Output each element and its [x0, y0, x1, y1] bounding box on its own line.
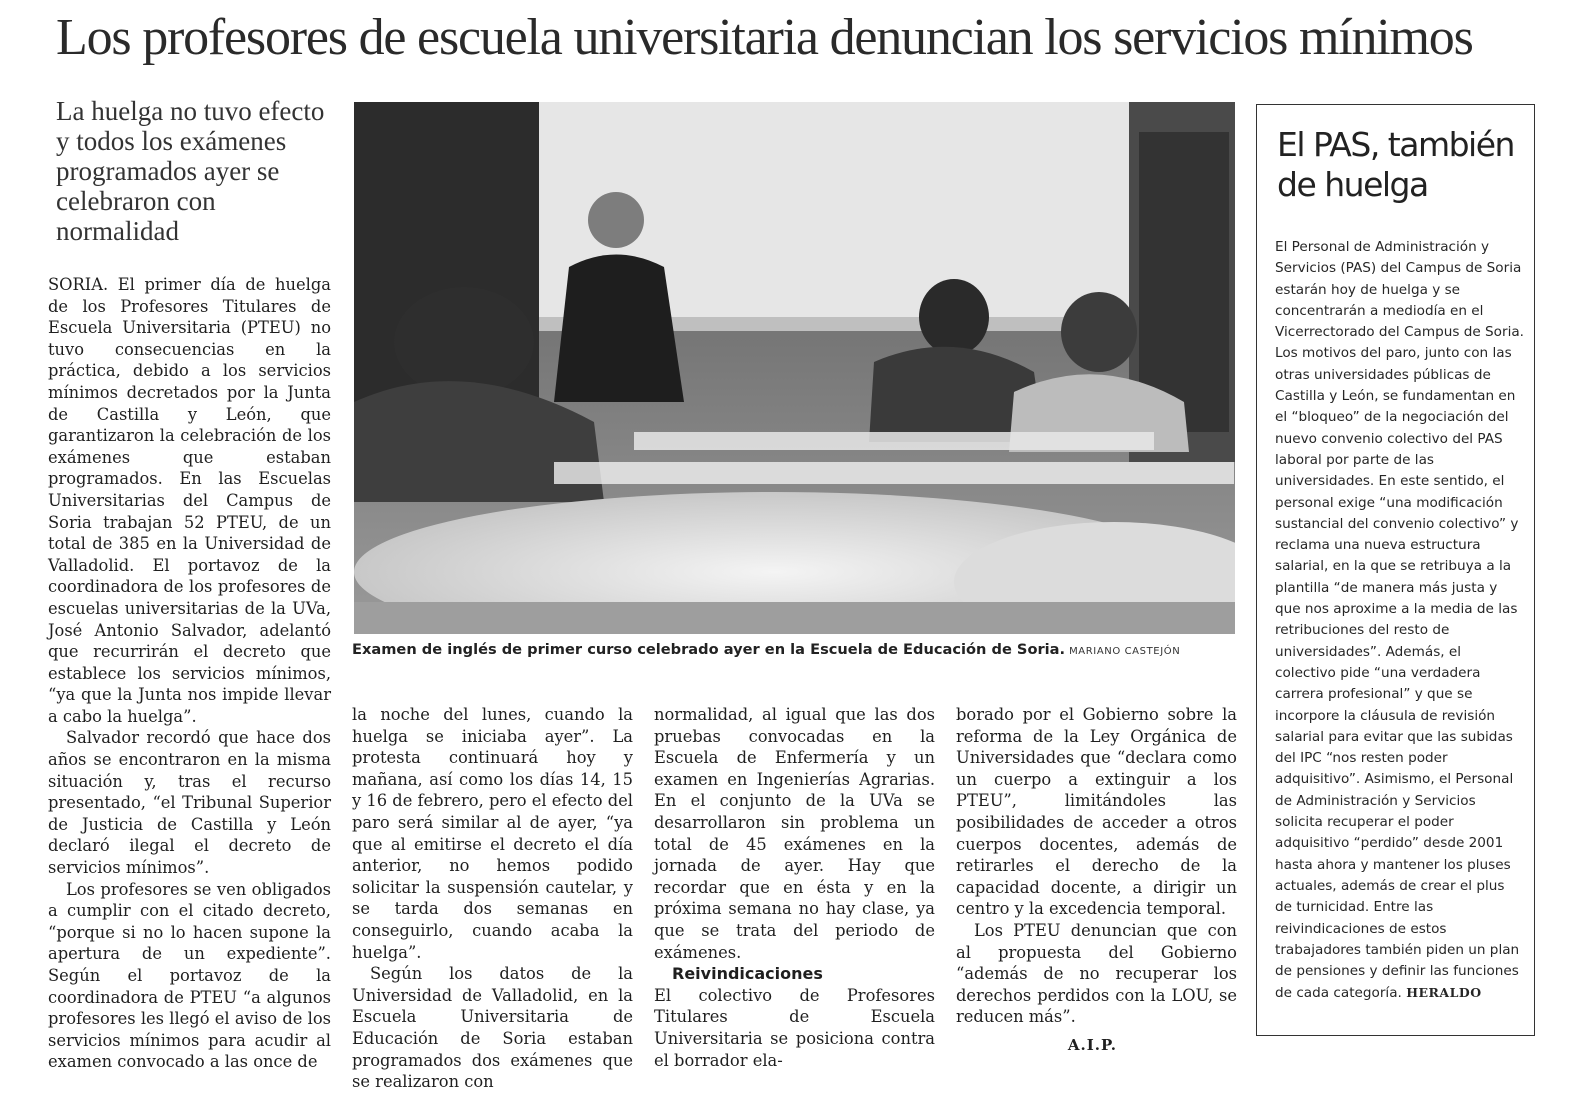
paragraph-4a: Según los datos de la Universidad de Valladolid, en la Escuela Universitaria de Educación de Soria estaban programados dos exámenes que se realizaron con [352, 964, 633, 1092]
dateline: SORIA. [48, 275, 109, 294]
photo-caption [352, 641, 1242, 658]
sidebar-text: El Personal de Administración y Servicios (PAS) del Campus de Soria estarán hoy de huelga y se concentrarán a mediodía en el Vicerrectorado del Campus de Soria. Los motivos del paro, junto con las otras universidades públicas de Castilla y León, se fundamentan en el “bloqueo” de la negociación del nuevo convenio colectivo del PAS laboral por parte de las universidades. En este sentido, el personal exige “una modificación sustancial del convenio colectivo” y reclama una nueva estructura salarial, en la que se retribuya a la plantilla “de manera más justa y que nos aproxime a la media de las retribuciones del resto de universidades”. Además, el colectivo pide “una verdadera carrera profesional” y que se incorpore la cláusula de revisión salarial para evitar que las subidas del IPC “nos resten poder adquisitivo”. Asimismo, el Personal de Administración y Servicios solicita recuperar el poder adquisitivo “perdido” desde 2001 hasta ahora y mantener los pluses actuales, además de crear el plus de turnicidad. Entre las reivindicaciones de estos trabajadores también piden un plan de pensiones y definir las funciones de cada categoría. [1275, 239, 1525, 1002]
paragraph-5b: borado por el Gobierno sobre la reforma de la Ley Orgánica de Universidades que “declara como un cuerpo a extinguir a los PTEU”, limitándoles las posibilidades de acceder a otros cuerpos docentes, además de retirarles el derecho de la capacidad docente, a dirigir un centro y la excedencia temporal. [956, 705, 1237, 919]
sidebar-title: El PAS, también de huelga [1277, 125, 1514, 204]
paragraph-1: El primer día de huelga de los Profesores Titulares de Escuela Universitaria (PTEU) no tuvo consecuencias en la práctica, debido a los servicios mínimos decretados por la Junta de Castilla y León, que garantizaron la celebración de los exámenes que estaban programados. En las Escuelas Universitarias del Campus de Soria trabajan 52 PTEU, de un total de 385 en la Universidad de Valladolid. El portavoz de la coordinadora de los profesores de escuelas universitarias de la UVa, José Antonio Salvador, adelantó que recurrirán el decreto que establece los servicios mínimos, “ya que la Junta nos impide llevar a cabo la huelga”. [48, 275, 331, 726]
caption-text: Examen de inglés de primer curso celebrado ayer en la Escuela de Educación de Soria. [352, 641, 1066, 658]
subheadline: La huelga no tuvo efecto y todos los exámenes programados ayer se celebraron con normalidad [56, 96, 325, 246]
byline: A.I.P. [1067, 1035, 1117, 1054]
article-column-1 [48, 274, 331, 1073]
classroom-photo [354, 102, 1235, 634]
paragraph-5a: El colectivo de Profesores Titulares de Escuela Universitaria se posiciona contra el borrador ela- [654, 985, 935, 1070]
paragraph-3b: la noche del lunes, cuando la huelga se iniciaba ayer”. La protesta continuará hoy y mañana, así como los días 14, 15 y 16 de febrero, pero el efecto del paro será similar al de ayer, “ya que al emitirse el decreto el día anterior, no hemos podido solicitar la suspensión cautelar, y se tarda dos semanas en conseguirlo, cuando acaba la huelga”. [352, 705, 633, 962]
sidebar-signature: HERALDO [1406, 985, 1482, 1001]
paragraph-6: Los PTEU denuncian que con al propuesta del Gobierno “además de no recuperar los derechos perdidos con la LOU, se reducen más”. [956, 920, 1237, 1027]
article-column-3 [654, 704, 935, 1071]
paragraph-2: Salvador recordó que hace dos años se encontraron en la misma situación y, tras el recurso presentado, “el Tribunal Superior de Justicia de Castilla y León declaró ilegal el decreto de servicios mínimos”. [48, 728, 331, 878]
paragraph-4b: normalidad, al igual que las dos pruebas convocadas en la Escuela de Enfermería y un examen en Ingenierías Agrarias. En el conjunto de la UVa se desarrollaron sin problema un total de 45 exámenes en la jornada de ayer. Hay que recordar que en ésta y en la próxima semana no hay clase, ya que se trata del periodo de exámenes. [654, 705, 935, 962]
sidebar-body [1275, 237, 1525, 1005]
photo-credit: MARIANO CASTEJÓN [1069, 646, 1181, 657]
headline: Los profesores de escuela universitaria denuncian los servicios mínimos [56, 9, 1473, 66]
article-photo [354, 102, 1235, 634]
sidebar-box [1256, 104, 1535, 1036]
article-column-2 [352, 704, 633, 1093]
article-column-4 [956, 704, 1237, 1057]
section-subtitle: Reivindicaciones [672, 964, 823, 984]
paragraph-3a: Los profesores se ven obligados a cumplir con el citado decreto, “porque si no lo hacen supone la apertura de un expediente”. Según el portavoz de la coordinadora de PTEU “a algunos profesores les llegó el aviso de los servicios mínimos para acudir al examen convocado a las once de [48, 879, 331, 1072]
